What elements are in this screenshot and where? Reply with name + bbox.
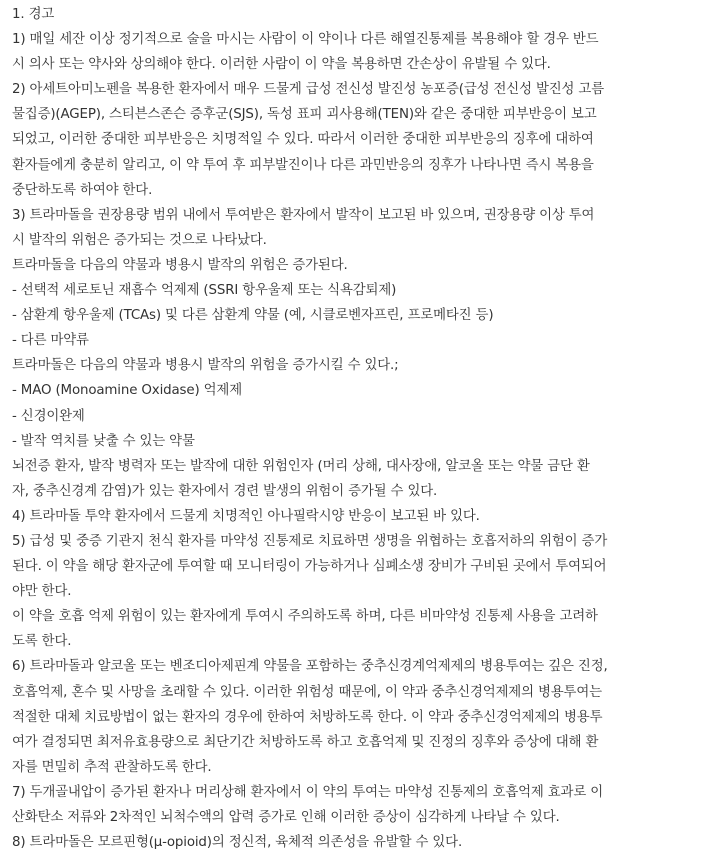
text-line: 자, 중추신경계 감염)가 있는 환자에서 경련 발생의 위험이 증가될 수 있다. [12,483,438,499]
text-line: - 다른 마약류 [12,333,89,349]
text-line: 7) 두개골내압이 증가된 환자나 머리상해 환자에서 이 약의 투여는 마약성 진통제의 호흡억제 효과로 이 [12,784,604,800]
text-line: 되었고, 이러한 중대한 피부반응은 치명적일 수 있다. 따라서 이러한 중대한 피부반응의 징후에 대하여 [12,132,594,148]
text-line: 이 약을 호흡 억제 위험이 있는 환자에게 투여시 주의하도록 하며, 다른 비마약성 진통제 사용을 고려하 [12,609,598,625]
text-line: 도록 한다. [12,634,72,650]
text-line: 호흡억제, 혼수 및 사망을 초래할 수 있다. 이러한 위험성 때문에, 이 약과 중추신경억제제의 병용투여는 [12,684,602,700]
text-line: 중단하도록 하여야 한다. [12,182,153,198]
text-line: 뇌전증 환자, 발작 병력자 또는 발작에 대한 위험인자 (머리 상해, 대사장애, 알코올 또는 약물 금단 환 [12,458,590,474]
text-line: - MAO (Monoamine Oxidase) 억제제 [12,383,243,399]
text-line: - 발작 역치를 낮출 수 있는 약물 [12,433,195,449]
text-line: - 선택적 세로토닌 재흡수 억제제 (SSRI 항우울제 또는 식욕감퇴제) [12,283,397,299]
text-line: 적절한 대체 치료방법이 없는 환자의 경우에 한하여 처방하도록 한다. 이 약과 중추신경억제제의 병용투 [12,709,603,725]
text-line: - 신경이완제 [12,408,85,424]
text-line: 1. 경고 [12,7,55,22]
text-line: 시 발작의 위험은 증가되는 것으로 나타났다. [12,232,267,248]
text-line: 자를 면밀히 추적 관찰하도록 한다. [12,759,212,775]
text-line: 산화탄소 저류와 2차적인 뇌척수액의 압력 증가로 인해 이러한 증상이 심각하게 나타날 수 있다. [12,810,560,825]
text-line: 트라마돌을 다음의 약물과 병용시 발작의 위험은 증가된다. [12,257,348,273]
text-line: 6) 트라마돌과 알코올 또는 벤조디아제핀계 약물을 포함하는 중추신경계억제제의 병용투여는 깊은 진정, [12,659,608,675]
text-line: - 삼환계 항우울제 (TCAs) 및 다른 삼환계 약물 (예, 시클로벤자프린, 프로메타진 등) [12,308,494,324]
text-line: 트라마돌은 다음의 약물과 병용시 발작의 위험을 증가시킬 수 있다.; [12,358,399,374]
text-line: 여가 결정되면 최저유효용량으로 최단기간 처방하도록 하고 호흡억제 및 진정의 징후와 증상에 대해 환 [12,734,599,750]
text-line: 2) 아세트아미노펜을 복용한 환자에서 매우 드물게 급성 전신성 발진성 농포증(급성 전신성 발진성 고름 [12,82,604,98]
text-line: 4) 트라마돌 투약 환자에서 드물게 치명적인 아나필락시양 반응이 보고된 바 있다. [12,508,480,524]
text-line: 8) 트라마돌은 모르핀형(μ-opioid)의 정신적, 육체적 의존성을 유발할 수 있다. [12,835,463,851]
text-line: 된다. 이 약을 해당 환자군에 투여할 때 모니터링이 가능하거나 심폐소생 장비가 구비된 곳에서 투여되어 [12,559,607,575]
text-line: 물집증)(AGEP), 스티븐스존슨 증후군(SJS), 독성 표피 괴사용해(TEN)와 같은 중대한 피부반응이 보고 [12,107,597,123]
text-line: 야만 한다. [12,584,72,600]
text-line: 환자들에게 충분히 알리고, 이 약 투여 후 피부발진이나 다른 과민반응의 징후가 나타나면 즉시 복용을 [12,157,594,173]
text-line: 3) 트라마돌을 권장용량 범위 내에서 투여받은 환자에서 발작이 보고된 바 있으며, 권장용량 이상 투여 [12,207,595,223]
text-line: 1) 매일 세잔 이상 정기적으로 술을 마시는 사람이 이 약이나 다른 해열진통제를 복용해야 할 경우 반드 [12,32,599,48]
text-line: 5) 급성 및 중증 기관지 천식 환자를 마약성 진통제로 치료하면 생명을 위협하는 호흡저하의 위험이 증가 [12,533,608,549]
text-line: 시 의사 또는 약사와 상의해야 한다. 이러한 사람이 이 약을 복용하면 간손상이 유발될 수 있다. [12,57,551,73]
